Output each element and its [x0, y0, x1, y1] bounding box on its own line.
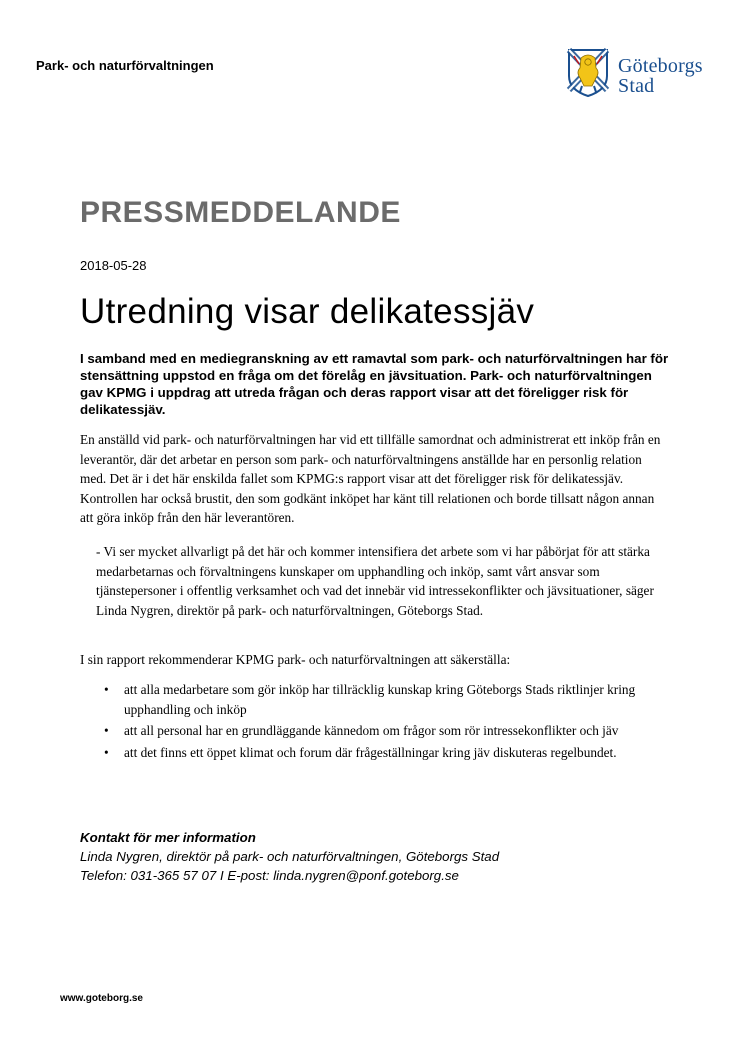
list-item-text: att det finns ett öppet klimat och forum där frågeställningar kring jäv diskuteras regelbundet.: [124, 744, 617, 760]
list-item-text: att all personal har en grundläggande kännedom om frågor som rör intressekonflikter och jäv: [124, 723, 619, 738]
goteborg-lion-crest-icon: [566, 46, 610, 98]
bullet-icon: •: [104, 744, 109, 760]
recommendation-list: [80, 680, 640, 764]
quote-paragraph: - Vi ser mycket allvarligt på det här och kommer intensifiera det arbete som vi har påbörjat för att stärka medarbetarnas och förvaltningens kunskaper om upphandling och inköp, samt vårt ansvar som tjänstepersoner i offentlig verksamhet och vad det innebär vid intressekonflikter och jävsituationer, säger Linda Nygren, direktör på park- och naturförvaltningen, Göteborgs Stad.: [96, 544, 654, 618]
goteborgs-stad-logo[interactable]: [566, 46, 716, 98]
page-title: Utredning visar delikatessjäv: [80, 292, 535, 331]
bullet-icon: •: [104, 723, 109, 738]
list-item-text: att alla medarbetare som gör inköp har tillräcklig kunskap kring Göteborgs Stads riktlinjer kring upphandling och inköp: [124, 682, 636, 717]
body-paragraph-2: I sin rapport rekommenderar KPMG park- och naturförvaltningen att säkerställa:: [80, 652, 511, 667]
list-item: [80, 721, 640, 741]
release-date: 2018-05-28: [80, 258, 147, 273]
lead-paragraph: I samband med en mediegranskning av ett ramavtal som park- och naturförvaltningen har för stensättning uppstod en fråga om det förelåg en jävsituation. Park- och naturförvaltningen gav KPMG i uppdrag att utreda frågan och deras rapport visar att det föreligger risk för delikatessjäv.: [80, 351, 669, 417]
list-item: [80, 680, 640, 719]
logo-wordmark: [618, 56, 703, 96]
body-paragraph-1: En anställd vid park- och naturförvaltningen har vid ett tillfälle samordnat och administrerat ett inköp från en leverantör, där det arbetar en person som park- och naturförvaltningens anställde har en personlig relation med. Det är i det här enskilda fallet som KPMG:s rapport visar att det föreligger risk för delikatessjäv. Kontrollen har också brustit, den som godkänt inköpet har känt till relationen och borde tillsatt någon annan att göra inköp från den här leverantören.: [80, 432, 661, 525]
footer-website-link[interactable]: www.goteborg.se: [60, 993, 143, 1004]
contact-phone-email[interactable]: Telefon: 031-365 57 07 I E-post: linda.nygren@ponf.goteborg.se: [80, 868, 459, 883]
bullet-icon: •: [104, 682, 109, 697]
document-type-heading: PRESSMEDDELANDE: [80, 196, 401, 229]
contact-name: Linda Nygren, direktör på park- och naturförvaltningen, Göteborgs Stad: [80, 849, 500, 864]
contact-title: Kontakt för mer information: [80, 830, 256, 845]
organization-name: Park- och naturförvaltningen: [36, 58, 214, 73]
logo-line-2: Stad: [618, 75, 655, 97]
list-item: [80, 743, 640, 763]
logo-line-1: Göteborgs: [618, 55, 703, 77]
contact-block: [80, 828, 499, 885]
